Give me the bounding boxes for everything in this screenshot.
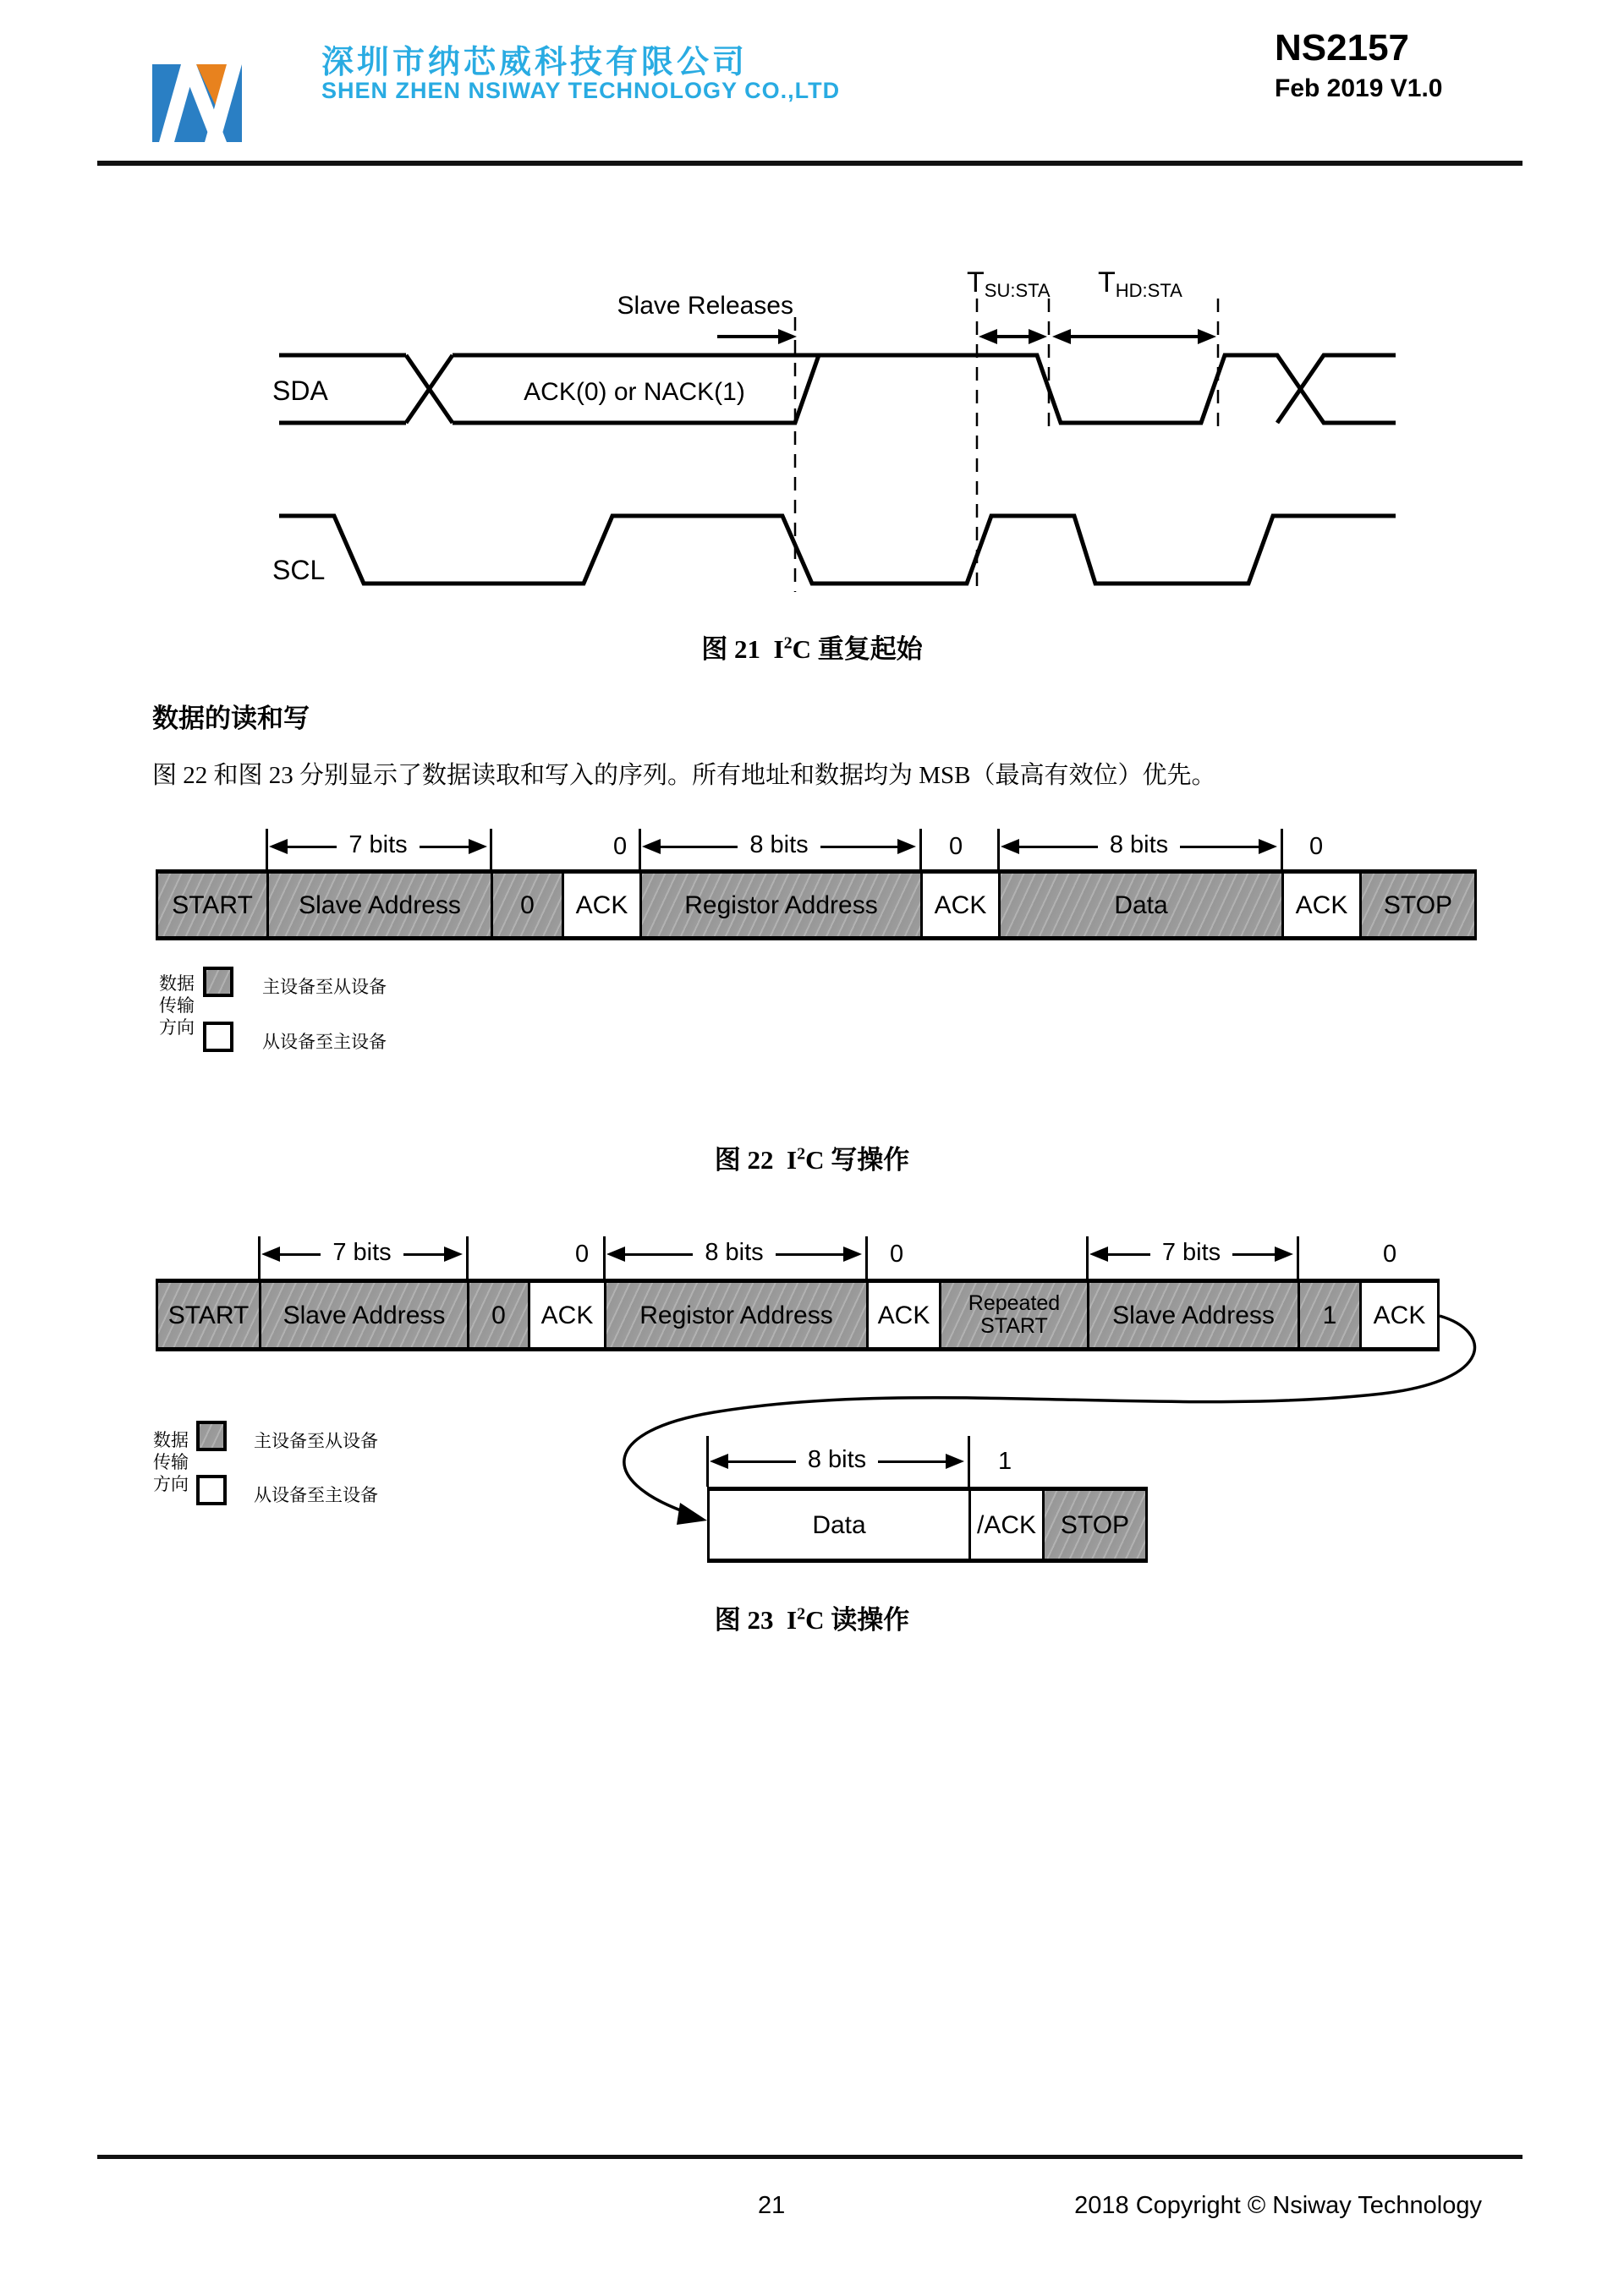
company-name-cn: 深圳市纳芯威科技有限公司: [321, 45, 749, 80]
figure-22-caption: 图 22 $I^2C$ 写操作: [714, 1144, 910, 1175]
arrow-left-icon: [642, 839, 661, 854]
copyright-notice: 2018 Copyright © Nsiway Technology: [1074, 2192, 1482, 2219]
fig23-legend-slave-to-master: 从设备至主设备: [254, 1485, 378, 1505]
figure-22-number: 图 22: [714, 1145, 774, 1175]
thd-sta-label: THD:STA: [1098, 266, 1182, 301]
fig22-cell-rw0: 0: [493, 874, 564, 936]
arrow-right-icon: [946, 1454, 964, 1469]
fig23-ack-bit-0: 0: [1383, 1241, 1397, 1268]
fig22-ack-bit-0: 0: [613, 833, 628, 860]
fig23-cell-slave-addr-2: Slave Address: [1089, 1283, 1300, 1347]
fig22-legend-slave-to-master: 从设备至主设备: [262, 1032, 387, 1052]
fig22-tick: [919, 829, 922, 871]
arrow-left-icon: [1089, 1247, 1108, 1262]
fig22-cell-ack: ACK: [564, 874, 642, 936]
arrow-left-icon: [261, 1247, 280, 1262]
fig23-span-7bits-2: 7 bits: [1089, 1244, 1293, 1264]
fig23-cell-ack: ACK: [530, 1283, 606, 1347]
fig22-cell-stop: STOP: [1362, 874, 1474, 936]
fig23-tick: [968, 1436, 970, 1487]
fig23-cell-rw0: 0: [469, 1283, 530, 1347]
i2c-repeated-start-timing-diagram: [254, 216, 1404, 605]
fig23-ack-bit-0: 0: [575, 1241, 590, 1268]
fig23-legend-master-to-slave: 主设备至从设备: [254, 1431, 378, 1451]
revision: Feb 2019 V1.0: [1275, 74, 1443, 102]
fig23-cell-data: Data: [710, 1491, 971, 1559]
fig23-cell-ack: ACK: [1362, 1283, 1437, 1347]
fig22-span-8bits-2: 8 bits: [1001, 836, 1277, 857]
fig22-cell-ack: ACK: [923, 874, 1001, 936]
fig23-cell-reg-addr: Registor Address: [606, 1283, 869, 1347]
section-paragraph: 图 22 和图 23 分别显示了数据读取和写入的序列。所有地址和数据均为 MSB（最高有效位）优先。: [152, 762, 1216, 789]
fig23-cell-stop: STOP: [1045, 1491, 1145, 1559]
dashed-reference-lines: [795, 299, 1218, 592]
figure-21-number: 图 21: [701, 634, 761, 664]
arrow-left-icon: [606, 1247, 625, 1262]
figure-21-caption: 图 21 $I^2C$ 重复起始: [701, 633, 923, 664]
fig23-tick: [865, 1236, 868, 1279]
fig23-tick: [603, 1236, 606, 1279]
fig22-tick: [490, 829, 492, 871]
fig22-cell-start: START: [158, 874, 269, 936]
ack-nack-label: ACK(0) or NACK(1): [524, 378, 745, 406]
sda-waveform: [279, 355, 1396, 423]
fig22-span-7bits: 7 bits: [269, 836, 487, 857]
fig22-tick: [639, 829, 641, 871]
fig23-tick: [258, 1236, 261, 1279]
arrow-right-icon: [843, 1247, 862, 1262]
arrow-left-icon: [710, 1454, 728, 1469]
fig23-legend-gray-swatch: [196, 1421, 227, 1451]
fig22-ack-bit-0: 0: [1309, 833, 1324, 860]
fig22-ack-bit-0: 0: [949, 833, 963, 860]
fig23-tick: [1086, 1236, 1089, 1279]
fig22-tick: [266, 829, 268, 871]
tsu-sta-label: TSU:STA: [967, 266, 1051, 301]
arrow-right-icon: [1275, 1247, 1293, 1262]
arrow-right-icon: [897, 839, 916, 854]
fig23-tick: [706, 1436, 709, 1487]
header-rule: [97, 161, 1522, 166]
fig23-nack-bit-1: 1: [998, 1448, 1012, 1475]
fig23-tick: [466, 1236, 469, 1279]
fig23-cell-nack: /ACK: [971, 1491, 1045, 1559]
company-name-en: SHEN ZHEN NSIWAY TECHNOLOGY CO.,LTD: [321, 78, 841, 103]
fig23-cell-repeated-start: Repeated START: [941, 1283, 1089, 1347]
arrow-left-icon: [1001, 839, 1019, 854]
nsiway-logo-icon: [152, 63, 242, 142]
fig22-legend-white-swatch: [203, 1022, 233, 1052]
fig23-byte-sequence-row2: [707, 1487, 1148, 1563]
fig23-cell-ack: ACK: [869, 1283, 941, 1347]
figure-23-caption: 图 23 $I^2C$ 读操作: [714, 1604, 910, 1635]
arrow-right-icon: [469, 839, 487, 854]
fig23-span-8bits-row2: 8 bits: [710, 1451, 964, 1471]
fig22-tick: [997, 829, 1000, 871]
fig23-tick: [1297, 1236, 1299, 1279]
arrow-left-icon: [269, 839, 288, 854]
fig23-cell-slave-addr: Slave Address: [261, 1283, 469, 1347]
slave-releases-label: Slave Releases: [617, 292, 793, 320]
fig23-legend-direction: 数据 传输 方向: [153, 1430, 189, 1494]
sda-signal-label: SDA: [272, 375, 328, 406]
section-heading: 数据的读和写: [152, 704, 310, 733]
fig22-byte-sequence: [156, 869, 1477, 940]
fig22-cell-reg-addr: Registor Address: [642, 874, 923, 936]
arrow-right-icon: [444, 1247, 463, 1262]
part-number: NS2157: [1275, 27, 1410, 68]
fig22-legend-gray-swatch: [203, 967, 233, 997]
fig22-cell-ack: ACK: [1284, 874, 1362, 936]
footer-rule: [97, 2155, 1522, 2159]
page-number: 21: [758, 2192, 786, 2219]
fig22-legend-master-to-slave: 主设备至从设备: [262, 977, 387, 997]
fig22-cell-slave-addr: Slave Address: [269, 874, 493, 936]
fig23-cell-rw1: 1: [1300, 1283, 1362, 1347]
fig22-legend-direction: 数据 传输 方向: [159, 973, 195, 1038]
fig22-cell-data: Data: [1001, 874, 1284, 936]
scl-waveform: [279, 516, 1396, 584]
scl-signal-label: SCL: [272, 555, 326, 585]
fig22-tick: [1281, 829, 1283, 871]
fig23-span-7bits-1: 7 bits: [261, 1244, 463, 1264]
fig23-span-8bits: 8 bits: [606, 1244, 862, 1264]
fig23-cell-start: START: [158, 1283, 261, 1347]
arrow-right-icon: [1259, 839, 1277, 854]
fig23-legend-white-swatch: [196, 1475, 227, 1505]
fig22-span-8bits-1: 8 bits: [642, 836, 916, 857]
figure-23-number: 图 23: [714, 1605, 774, 1635]
fig23-ack-bit-0: 0: [890, 1241, 904, 1268]
